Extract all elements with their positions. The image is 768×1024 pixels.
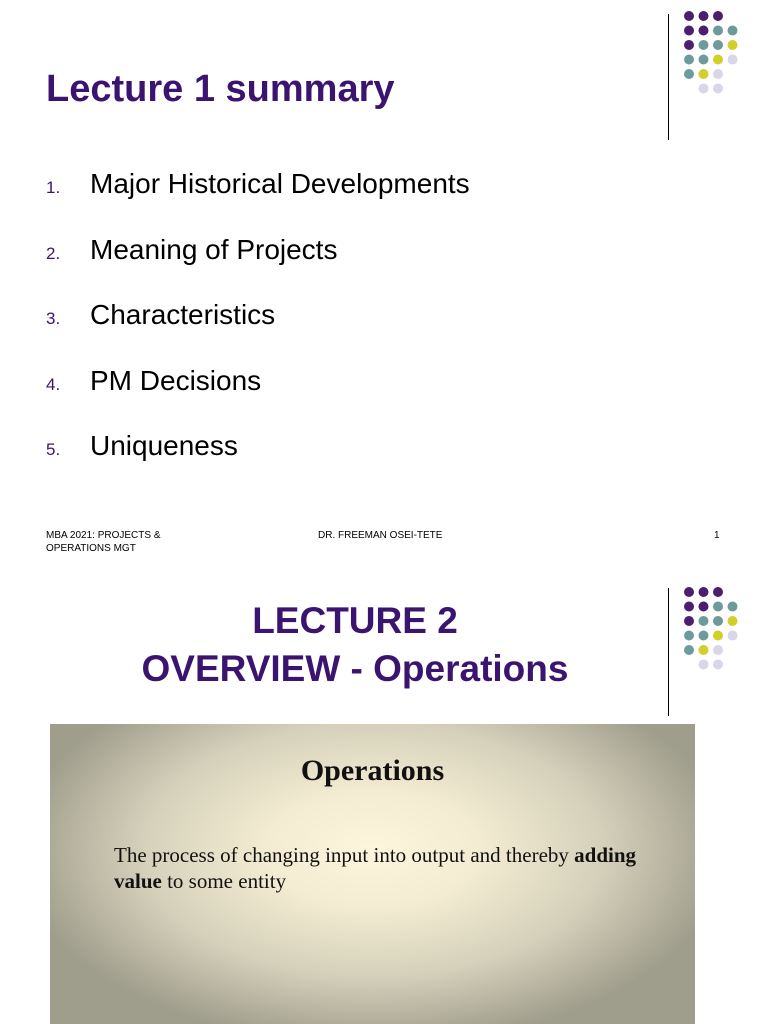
decorative-dot <box>713 69 723 79</box>
decorative-dot <box>713 602 723 612</box>
decorative-dot <box>728 26 738 36</box>
decorative-dot <box>684 616 694 626</box>
decorative-dot <box>684 26 694 36</box>
list-item <box>46 168 470 234</box>
decorative-dot <box>728 602 738 612</box>
slide-title-line-2: OVERVIEW - Operations <box>141 648 569 689</box>
list-item <box>46 430 470 496</box>
decorative-dot <box>684 587 694 597</box>
decorative-dot <box>713 660 723 670</box>
list-item-text: Characteristics <box>90 299 276 330</box>
decorative-dot <box>699 631 709 641</box>
decorative-dot <box>699 11 709 21</box>
decorative-dot <box>713 26 723 36</box>
list-item-number: 5. <box>46 440 61 459</box>
decorative-dot <box>713 645 723 655</box>
definition-emphasis: adding value <box>114 843 637 893</box>
decorative-dot <box>699 26 709 36</box>
list-item <box>46 299 470 365</box>
decorative-dot <box>713 11 723 21</box>
decorative-dot-pattern <box>672 4 762 124</box>
decorative-dot <box>713 616 723 626</box>
definition-text-end: to some entity <box>161 869 287 893</box>
decorative-dot <box>728 616 738 626</box>
decorative-dot <box>699 40 709 50</box>
decorative-dot <box>699 84 709 94</box>
decorative-dot <box>699 55 709 65</box>
decorative-dot <box>713 40 723 50</box>
decorative-dot <box>728 40 738 50</box>
list-item-number: 3. <box>46 309 61 328</box>
summary-list <box>46 168 470 496</box>
list-item-text: Meaning of Projects <box>90 233 338 265</box>
slide-2 <box>0 576 768 1024</box>
decorative-dot <box>684 40 694 50</box>
decorative-dot <box>699 660 709 670</box>
decorative-dot <box>684 55 694 65</box>
operations-definition-image <box>50 724 695 1024</box>
list-item-text: Uniqueness <box>90 430 238 461</box>
list-item-number: 4. <box>46 374 61 394</box>
decorative-dot <box>713 631 723 641</box>
decorative-vertical-line <box>668 588 669 716</box>
list-item <box>46 234 470 300</box>
footer-lecturer: DR. FREEMAN OSEI-TETE <box>318 530 443 541</box>
decorative-dot-pattern <box>672 580 762 700</box>
decorative-dot <box>699 645 709 655</box>
decorative-dot <box>684 69 694 79</box>
decorative-dot <box>699 616 709 626</box>
slide-title-line-1: LECTURE 2 <box>252 600 458 641</box>
decorative-dot <box>713 84 723 94</box>
decorative-dot <box>728 631 738 641</box>
list-item-text: PM Decisions <box>90 364 262 396</box>
decorative-dot <box>728 55 738 65</box>
operations-definition <box>114 842 674 894</box>
decorative-vertical-line <box>668 14 669 140</box>
list-item-number: 1. <box>46 178 61 197</box>
decorative-dot <box>684 11 694 21</box>
list-item-number: 2. <box>46 243 61 263</box>
definition-text-start: The process of changing input into output and thereby <box>114 843 575 867</box>
decorative-dot <box>699 69 709 79</box>
operations-heading: Operations <box>300 754 445 787</box>
list-item <box>46 365 470 431</box>
decorative-dot <box>684 645 694 655</box>
decorative-dot <box>684 602 694 612</box>
decorative-dot <box>713 587 723 597</box>
list-item-text: Major Historical Developments <box>90 168 470 199</box>
footer-course: MBA 2021: PROJECTS & OPERATIONS MGT <box>46 530 161 554</box>
decorative-dot <box>699 602 709 612</box>
decorative-dot <box>713 55 723 65</box>
decorative-dot <box>699 587 709 597</box>
slide-title: Lecture 1 summary <box>46 68 395 110</box>
footer-page-number: 1 <box>714 530 720 541</box>
decorative-dot <box>684 631 694 641</box>
